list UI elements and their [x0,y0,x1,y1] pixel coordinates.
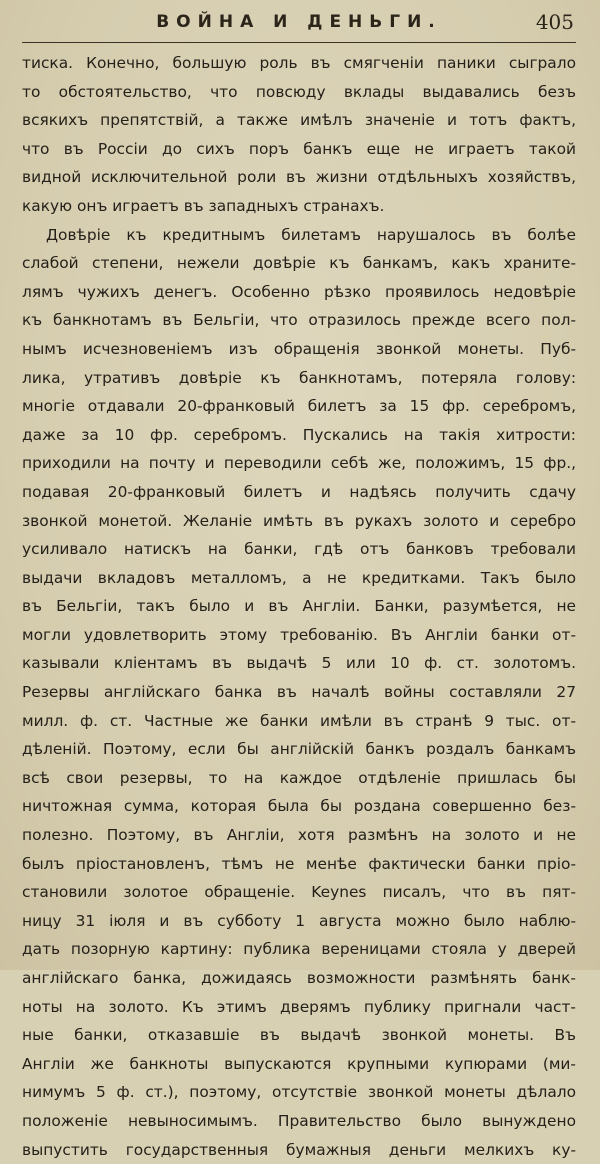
text-line: ницу 31 іюля и въ субботу 1 августа можно было наблю- [22,911,576,930]
text-line: могли удовлетворить этому требованію. Въ Англіи банки от- [22,625,576,644]
text-line: то обстоятельство, что повсюду вклады выдавались безъ [22,82,576,101]
text-line: дѣленій. Поэтому, если бы англійскій банкъ роздалъ банкамъ [22,740,576,759]
text-line: милл. ф. ст. Частные же банки имѣли въ странѣ 9 тыс. от- [22,711,576,730]
text-line: положеніе невыносимымъ. Правительство было вынуждено [22,1111,576,1130]
text-line: Англіи же банкноты выпускаются крупными купюрами (ми- [22,1054,576,1073]
text-line: становили золотое обращеніе. Keynes писалъ, что въ пят- [22,883,576,902]
text-line: Довѣріе къ кредитнымъ билетамъ нарушалось въ болѣе [46,225,576,244]
running-title: ВОЙНА И ДЕНЬГИ. [156,12,442,32]
text-line: дать позорную картину: публика вереницами стояла у дверей [22,940,576,959]
text-line: многіе отдавали 20-франковый билетъ за 15 фр. серебромъ, [22,397,576,416]
text-line: Резервы англійскаго банка въ началѣ войны составляли 27 [22,683,576,702]
text-line: усиливало натискъ на банки, гдѣ отъ банковъ требовали [22,540,576,559]
text-line: слабой степени, нежели довѣріе къ банкамъ, какъ хранитe- [22,254,576,273]
text-line: ные банки, отказавшіе въ выдачѣ звонкой монеты. Въ [22,1026,576,1045]
text-line: былъ пріостановленъ, тѣмъ не менѣе фактически банки пріо- [22,854,576,873]
text-line: подавая 20-франковый билетъ и надѣясь получить сдачу [22,482,576,501]
running-head [22,8,576,38]
text-line: всякихъ препятствій, а также имѣлъ значеніе и тотъ фактъ, [22,111,576,130]
text-line: лика, утративъ довѣріе къ банкнотамъ, потеряла голову: [22,368,576,387]
text-line: звонкой монетой. Желаніе имѣть въ рукахъ золото и серебро [22,511,576,530]
text-line: даже за 10 фр. серебромъ. Пускались на такія хитрости: [22,425,576,444]
text-line: къ банкнотамъ въ Бельгіи, что отразилось прежде всего пол- [22,311,576,330]
text-line: англійскаго банка, дожидаясь возможности размѣнять банк- [22,969,576,987]
text-line: лямъ чужихъ денегъ. Особенно рѣзко проявилось недовѣріе [22,282,576,301]
text-line: казывали кліентамъ въ выдачѣ 5 или 10 ф. ст. золотомъ. [22,654,576,673]
text-line: ноты на золото. Къ этимъ дверямъ публику пригнали част- [22,997,576,1016]
paragraph-1 [22,49,576,221]
text-line: въ Бельгіи, такъ было и въ Англіи. Банки, разумѣется, не [22,597,576,616]
paragraph-2 [22,221,576,1164]
text-line: выпустить государственныя бумажныя деньги мелкихъ ку- [22,1140,576,1159]
page-number: 405 [535,10,574,34]
text-line: полезно. Поэтому, въ Англіи, хотя размѣнъ на золото и не [22,826,576,845]
header-rule [22,42,576,43]
text-line: всѣ свои резервы, то на каждое отдѣленіе пришлась бы [22,768,576,787]
text-line: нимумъ 5 ф. ст.), поэтому, отсутствіе звонкой монеты дѣлало [22,1083,576,1102]
text-line: тиска. Конечно, большую роль въ смягченіи паники сыграло [22,54,576,72]
body-text [22,49,576,1164]
text-line: видной исключительной роли въ жизни отдѣльныхъ хозяйствъ, [22,168,576,187]
text-line: нымъ исчезновеніемъ изъ обращенія звонкой монеты. Пуб- [22,339,576,358]
text-line: приходили на почту и переводили себѣ же, положимъ, 15 фр., [22,454,576,473]
text-line: какую онъ играетъ въ западныхъ странахъ. [22,196,385,215]
text-line: выдачи вкладовъ металломъ, а не кредитками. Такъ было [22,568,576,587]
text-line: ничтожная сумма, которая была бы роздана совершенно без- [22,797,576,816]
text-line: что въ Россіи до сихъ поръ банкъ еще не играетъ такой [22,139,576,158]
